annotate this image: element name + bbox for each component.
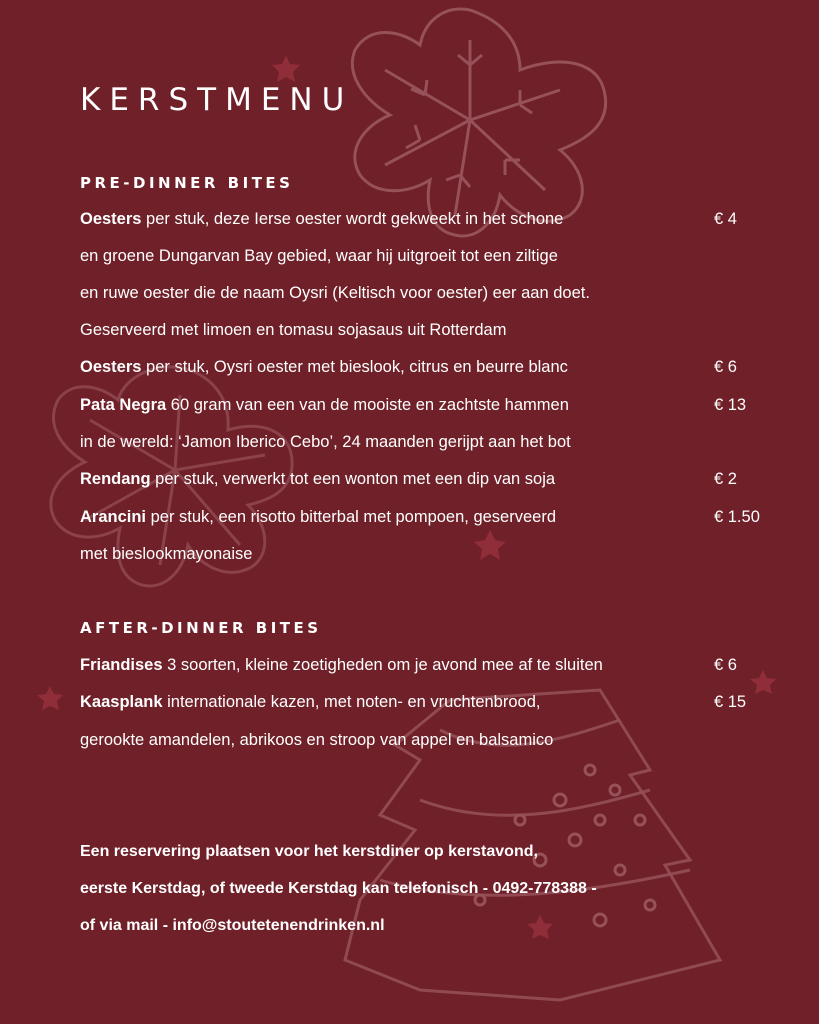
- menu-item-description: en ruwe oester die de naam Oysri (Keltisch voor oester) eer aan doet.: [80, 284, 590, 302]
- menu-item-description: met bieslookmayonaise: [80, 545, 253, 563]
- menu-item-description: 3 soorten, kleine zoetigheden om je avond mee af te sluiten: [162, 656, 603, 674]
- menu-item-name: Oesters: [80, 358, 142, 376]
- menu-item-description: per stuk, verwerkt tot een wonton met een dip van soja: [150, 470, 556, 488]
- menu-item-price: € 13: [714, 396, 747, 414]
- menu-item-line: [80, 655, 603, 675]
- menu-item-description: per stuk, Oysri oester met bieslook, citrus en beurre blanc: [141, 358, 568, 376]
- menu-item-description: in de wereld: ‘Jamon Iberico Cebo’, 24 maanden gerijpt aan het bot: [80, 433, 571, 451]
- menu-item-line: [80, 469, 555, 489]
- menu-item-line: [80, 507, 556, 527]
- menu-item-price: € 15: [714, 693, 747, 711]
- menu-item-name: Friandises: [80, 656, 163, 674]
- section-heading-after-dinner: AFTER-DINNER BITES: [80, 619, 322, 637]
- menu-item-name: Oesters: [80, 210, 142, 228]
- reservation-text: eerste Kerstdag, of tweede Kerstdag kan telefonisch - 0492-778388 -: [80, 880, 597, 897]
- menu-item-line: [80, 209, 563, 229]
- page-title: KERSTMENU: [80, 82, 354, 118]
- menu-item-price: € 2: [714, 470, 737, 488]
- menu-item-name: Kaasplank: [80, 693, 163, 711]
- menu-item-description: 60 gram van een van de mooiste en zachtste hammen: [166, 396, 569, 414]
- menu-item-price: € 6: [714, 358, 737, 376]
- reservation-email: of via mail - info@stoutetenendrinken.nl: [80, 917, 385, 934]
- menu-item-line: [80, 357, 568, 377]
- menu-item-price: € 4: [714, 210, 737, 228]
- menu-item-description: internationale kazen, met noten- en vruchtenbrood,: [162, 693, 541, 711]
- menu-item-description: per stuk, een risotto bitterbal met pompoen, geserveerd: [146, 508, 557, 526]
- section-heading-pre-dinner: PRE-DINNER BITES: [80, 174, 294, 192]
- menu-item-name: Rendang: [80, 470, 151, 488]
- reservation-text: Een reservering plaatsen voor het kerstdiner op kerstavond,: [80, 843, 538, 860]
- menu-item-description: Geserveerd met limoen en tomasu sojasaus uit Rotterdam: [80, 321, 507, 339]
- menu-item-line: [80, 692, 540, 712]
- menu-item-price: € 6: [714, 656, 737, 674]
- menu-item-name: Pata Negra: [80, 396, 167, 414]
- menu-item-line: [80, 395, 569, 415]
- menu-item-description: per stuk, deze Ierse oester wordt gekweekt in het schone: [141, 210, 564, 228]
- menu-item-description: gerookte amandelen, abrikoos en stroop van appel en balsamico: [80, 731, 554, 749]
- menu-item-description: en groene Dungarvan Bay gebied, waar hij uitgroeit tot een ziltige: [80, 247, 558, 265]
- menu-item-name: Arancini: [80, 508, 147, 526]
- menu-item-price: € 1.50: [714, 508, 760, 526]
